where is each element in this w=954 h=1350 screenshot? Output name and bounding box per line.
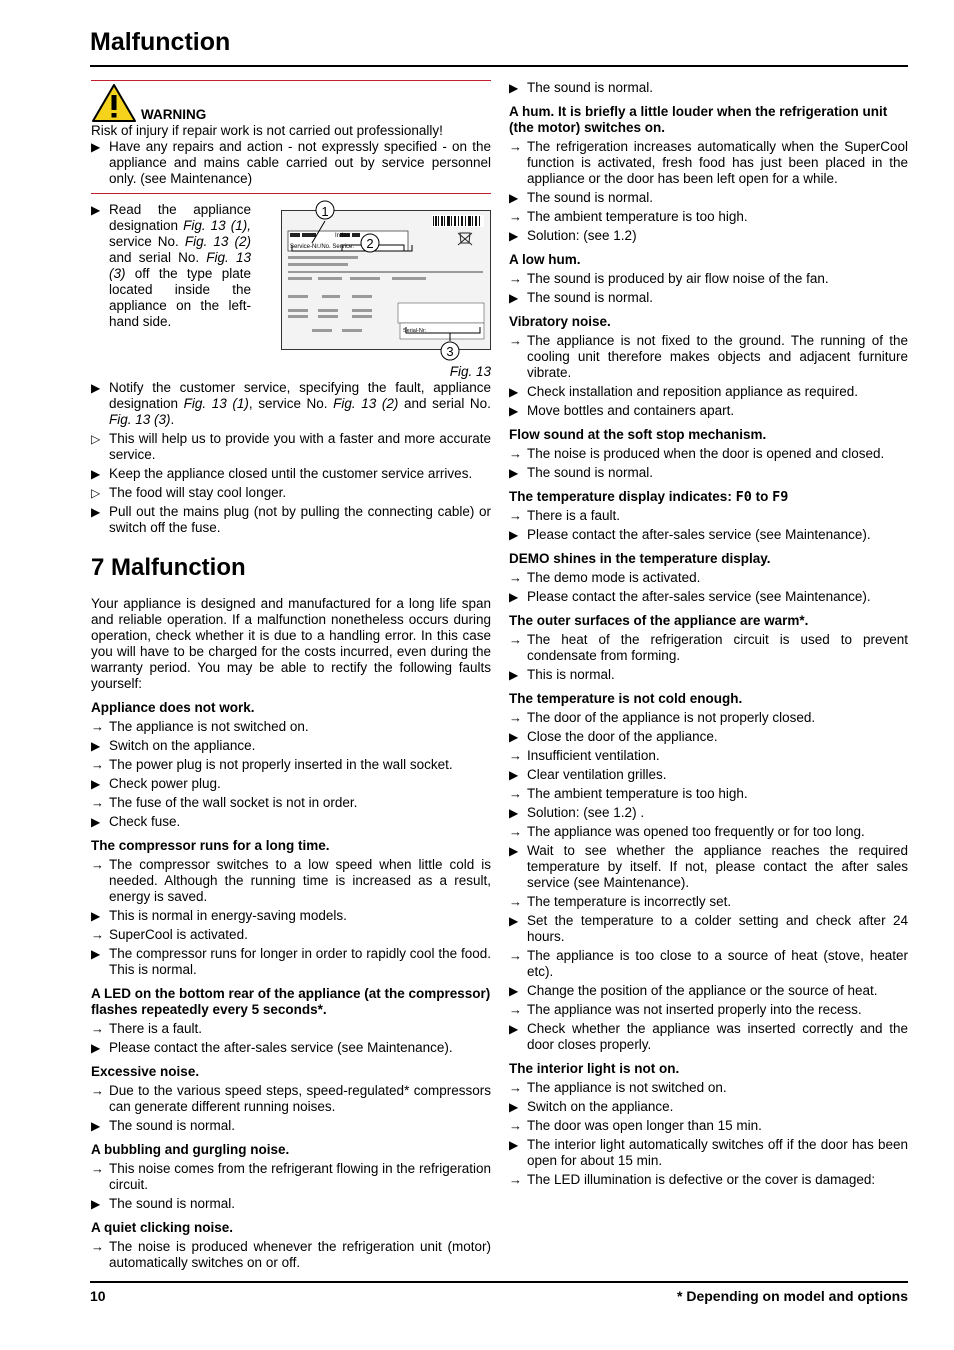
- list-item-text: Solution: (see 1.2) .: [527, 805, 645, 820]
- list-item-text: Keep the appliance closed until the customer service arrives.: [109, 466, 473, 481]
- list-item: [91, 466, 491, 482]
- action-marker-icon: ▶: [509, 806, 519, 820]
- list-item-text: Check whether the appliance was inserted correctly and the door closes properly.: [527, 1021, 908, 1052]
- list-item: [509, 228, 908, 244]
- left-fault-groups: [91, 700, 491, 1271]
- fault-group: [509, 104, 908, 244]
- list-item-text: The door was open longer than 15 min.: [527, 1118, 762, 1133]
- list-item-text: There is a fault.: [109, 1021, 203, 1036]
- arrow-icon: →: [509, 570, 522, 585]
- fault-heading: A quiet clicking noise.: [91, 1220, 234, 1235]
- list-item-text: This is normal in energy-saving models.: [109, 908, 347, 923]
- lead-item: [509, 80, 908, 96]
- read-designation-text: Read the appliance designation Fig. 13 (1), service No. Fig. 13 (2) and serial No. Fig. 13 (3) off the type plate located inside the appliance on the left-hand side.: [109, 202, 251, 329]
- fault-group: [91, 838, 491, 978]
- fault-group: [91, 700, 491, 830]
- arrow-icon: →: [509, 271, 522, 286]
- list-item: [509, 1021, 908, 1053]
- fault-heading: Excessive noise.: [91, 1064, 200, 1079]
- list-item: [509, 1137, 908, 1169]
- list-item: [91, 857, 491, 905]
- action-marker-icon: ▶: [91, 947, 101, 961]
- list-item: [509, 913, 908, 945]
- fault-heading: A low hum.: [509, 252, 581, 267]
- action-marker-icon: ▶: [91, 815, 101, 829]
- footer-rule: [90, 1281, 908, 1283]
- list-item-text: The sound is produced by air flow noise of the fan.: [527, 271, 829, 286]
- list-item: [91, 1040, 491, 1056]
- list-item: [509, 710, 908, 726]
- action-marker-icon: ▶: [509, 404, 519, 418]
- list-item: [91, 757, 491, 773]
- list-item: [509, 1172, 908, 1188]
- action-marker-icon: ▶: [509, 1022, 519, 1036]
- plate-service-label: Service-Nr./No. Service:: [290, 244, 355, 250]
- right-fault-groups-b: [509, 551, 908, 1188]
- result-marker-icon: ▷: [91, 486, 101, 500]
- arrow-icon: →: [509, 786, 522, 801]
- list-item: [91, 504, 491, 536]
- arrow-icon: →: [509, 333, 522, 348]
- list-item-text: The door of the appliance is not properly closed.: [527, 710, 816, 725]
- list-item-text: The temperature is incorrectly set.: [527, 894, 732, 909]
- arrow-icon: →: [509, 508, 522, 523]
- list-item-text: The noise is produced when the door is opened and closed.: [527, 446, 885, 461]
- fault-heading: The outer surfaces of the appliance are warm*.: [509, 613, 809, 628]
- warning-box: [91, 80, 491, 194]
- action-marker-icon: ▶: [91, 1041, 101, 1055]
- list-item-text: Move bottles and containers apart.: [527, 403, 735, 418]
- fault-group: [509, 613, 908, 683]
- list-item-text: Wait to see whether the appliance reaches the required temperature by itself. If not, please contact the after sales service (see Maintenance).: [527, 843, 908, 890]
- result-marker-icon: ▷: [91, 432, 101, 446]
- list-item: [91, 1161, 491, 1193]
- list-item: [509, 1002, 908, 1018]
- footer-note: * Depending on model and options: [677, 1288, 908, 1304]
- arrow-icon: →: [91, 1083, 104, 1098]
- list-item: [509, 767, 908, 783]
- list-item: [509, 1118, 908, 1134]
- arrow-icon: →: [509, 710, 522, 725]
- fault-heading: A hum. It is briefly a little louder when the refrigeration unit (the motor) switches on.: [509, 104, 888, 135]
- list-item: [91, 1196, 491, 1212]
- list-item: [509, 824, 908, 840]
- action-marker-icon: ▶: [91, 1119, 101, 1133]
- warning-action-text: Have any repairs and action - not expressly specified - on the appliance and mains cable carried out by service personnel only. (see Maintenance): [109, 139, 491, 186]
- fault-group: [509, 427, 908, 481]
- left-item-list: [91, 431, 491, 536]
- list-item-text: Solution: (see 1.2): [527, 228, 637, 243]
- action-marker-icon: ▶: [509, 81, 519, 95]
- action-marker-icon: ▶: [509, 385, 519, 399]
- list-item: [91, 485, 491, 501]
- plate-callout-1: 1: [321, 204, 329, 219]
- list-item-text: The sound is normal.: [109, 1196, 236, 1211]
- action-marker-icon: ▶: [509, 844, 519, 858]
- action-marker-icon: ▶: [91, 739, 101, 753]
- arrow-icon: →: [509, 824, 522, 839]
- action-marker-icon: ▶: [509, 528, 519, 542]
- list-item-text: The appliance was opened too frequently or for too long.: [527, 824, 865, 839]
- list-item-text: The sound is normal.: [527, 190, 654, 205]
- arrow-icon: →: [91, 1021, 104, 1036]
- list-item-text: The noise is produced whenever the refrigeration unit (motor) automatically switches on or off.: [109, 1239, 491, 1270]
- figure-13-row: [91, 202, 491, 359]
- list-item: [91, 1021, 491, 1037]
- action-marker-icon: ▶: [509, 229, 519, 243]
- warning-text: Risk of injury if repair work is not carried out professionally!: [91, 123, 443, 138]
- list-item-text: The appliance is not switched on.: [109, 719, 309, 734]
- list-item: [91, 814, 491, 830]
- arrow-icon: →: [91, 795, 104, 810]
- fault-group: [91, 986, 491, 1056]
- action-marker-icon: ▶: [91, 381, 101, 395]
- list-item-text: The fuse of the wall socket is not in order.: [109, 795, 358, 810]
- list-item: [91, 908, 491, 924]
- left-column: [91, 80, 491, 1271]
- arrow-icon: →: [509, 1002, 522, 1017]
- list-item: [91, 1118, 491, 1134]
- list-item: [509, 729, 908, 745]
- type-plate-figure: [281, 204, 491, 359]
- list-item: [509, 508, 908, 524]
- list-item: [509, 139, 908, 187]
- arrow-icon: →: [509, 1080, 522, 1095]
- right-column: [509, 80, 908, 1188]
- action-marker-icon: ▶: [509, 768, 519, 782]
- arrow-icon: →: [91, 1239, 104, 1254]
- list-item-text: The sound is normal.: [527, 290, 654, 305]
- arrow-icon: →: [509, 139, 522, 154]
- plate-callout-2: 2: [366, 236, 374, 251]
- figure-caption: Fig. 13: [449, 364, 491, 379]
- section-intro: Your appliance is designed and manufactured for a long life span and reliable operation. If a malfunction nonetheless occurs during operation, check whether it is due to a handling error. In this case you will have to be charged for the costs incurred, even during the warranty period. You may be able to rectify the following faults yourself:: [91, 596, 491, 691]
- list-item-text: This noise comes from the refrigerant flowing in the refrigeration circuit.: [109, 1161, 491, 1192]
- list-item: [91, 776, 491, 792]
- list-item: [509, 1080, 908, 1096]
- list-item-text: The heat of the refrigeration circuit is used to prevent condensate from forming.: [527, 632, 908, 663]
- list-item-text: Please contact the after-sales service (see Maintenance).: [109, 1040, 453, 1055]
- temp-display-group: [509, 489, 908, 543]
- action-marker-icon: ▶: [91, 140, 101, 154]
- list-item-text: The refrigeration increases automatically when the SuperCool function is activated, fresh food has just been placed in the appliance or the door has been left open for a while.: [527, 139, 908, 186]
- fault-group: [509, 252, 908, 306]
- lead-item-text: The sound is normal.: [527, 80, 654, 95]
- list-item-text: The appliance is too close to a source of heat (stove, heater etc).: [527, 948, 908, 979]
- plate-index-label: Index: [335, 233, 350, 239]
- list-item-text: Switch on the appliance.: [109, 738, 256, 753]
- fault-group: [509, 551, 908, 605]
- fault-group: [91, 1142, 491, 1212]
- warning-label: WARNING: [141, 107, 207, 122]
- list-item: [509, 333, 908, 381]
- plate-callout-3: 3: [446, 344, 454, 359]
- fault-heading: Vibratory noise.: [509, 314, 611, 329]
- list-item-text: Switch on the appliance.: [527, 1099, 674, 1114]
- list-item: [509, 805, 908, 821]
- fault-heading: Flow sound at the soft stop mechanism.: [509, 427, 767, 442]
- list-item: [509, 209, 908, 225]
- fault-group: [509, 691, 908, 1053]
- fault-group: [509, 314, 908, 419]
- list-item-text: The sound is normal.: [527, 465, 654, 480]
- list-item: [509, 465, 908, 481]
- list-item: [509, 1099, 908, 1115]
- list-item: [509, 948, 908, 980]
- list-item: [509, 190, 908, 206]
- list-item-text: Check installation and reposition appliance as required.: [527, 384, 858, 399]
- list-item: [509, 527, 908, 543]
- arrow-icon: →: [509, 948, 522, 963]
- warning-action: [91, 139, 491, 187]
- action-marker-icon: ▶: [509, 984, 519, 998]
- notify-step: [91, 380, 491, 428]
- list-item: [509, 570, 908, 586]
- arrow-icon: →: [91, 857, 104, 872]
- arrow-icon: →: [509, 209, 522, 224]
- action-marker-icon: ▶: [509, 1100, 519, 1114]
- arrow-icon: →: [91, 1161, 104, 1176]
- fault-heading: DEMO shines in the temperature display.: [509, 551, 771, 566]
- list-item-text: The ambient temperature is too high.: [527, 786, 748, 801]
- list-item-text: The sound is normal.: [109, 1118, 236, 1133]
- action-marker-icon: ▶: [91, 909, 101, 923]
- list-item-text: This will help us to provide you with a faster and more accurate service.: [109, 431, 491, 462]
- action-marker-icon: ▶: [509, 466, 519, 480]
- list-item-text: This is normal.: [527, 667, 615, 682]
- list-item-text: The interior light automatically switches off if the door has been open for about 15 min.: [527, 1137, 908, 1168]
- list-item: [509, 843, 908, 891]
- fault-group: [91, 1064, 491, 1134]
- action-marker-icon: ▶: [509, 590, 519, 604]
- list-item: [509, 290, 908, 306]
- page-number: 10: [90, 1288, 106, 1304]
- action-marker-icon: ▶: [509, 191, 519, 205]
- list-item: [91, 1083, 491, 1115]
- action-marker-icon: ▶: [509, 914, 519, 928]
- plate-serial-label: Serial-Nr:: [403, 328, 427, 334]
- list-item-text: The food will stay cool longer.: [109, 485, 287, 500]
- list-item-text: The appliance is not fixed to the ground. The running of the cooling unit therefore makes objects and adjacent furniture vibrate.: [527, 333, 908, 380]
- arrow-icon: →: [509, 1118, 522, 1133]
- list-item: [509, 748, 908, 764]
- action-marker-icon: ▶: [91, 203, 101, 217]
- page-header-title: Malfunction: [90, 28, 231, 56]
- list-item-text: Clear ventilation grilles.: [527, 767, 667, 782]
- list-item: [91, 1239, 491, 1271]
- list-item: [91, 946, 491, 978]
- list-item: [509, 384, 908, 400]
- fault-heading: The interior light is not on.: [509, 1061, 680, 1076]
- fault-heading: The compressor runs for a long time.: [91, 838, 330, 853]
- arrow-icon: →: [91, 719, 104, 734]
- arrow-icon: →: [509, 446, 522, 461]
- fault-heading: Appliance does not work.: [91, 700, 255, 715]
- list-item: [509, 446, 908, 462]
- action-marker-icon: ▶: [91, 777, 101, 791]
- read-designation-step: [91, 202, 251, 350]
- action-marker-icon: ▶: [509, 668, 519, 682]
- list-item-text: Insufficient ventilation.: [527, 748, 660, 763]
- list-item: [91, 719, 491, 735]
- arrow-icon: →: [91, 927, 104, 942]
- list-item-text: Check power plug.: [109, 776, 221, 791]
- fault-heading: The temperature is not cold enough.: [509, 691, 743, 706]
- notify-text: Notify the customer service, specifying the fault, appliance designation Fig. 13 (1), service No. Fig. 13 (2) and serial No. Fig. 13 (3).: [109, 380, 491, 427]
- arrow-icon: →: [509, 1172, 522, 1187]
- list-item-text: The compressor switches to a low speed when little cold is needed. Although the running time is increased as a result, energy is saved.: [109, 857, 491, 904]
- list-item-text: The LED illumination is defective or the cover is damaged:: [527, 1172, 876, 1187]
- action-marker-icon: ▶: [509, 1138, 519, 1152]
- list-item: [91, 431, 491, 463]
- list-item-text: Please contact the after-sales service (see Maintenance).: [527, 589, 871, 604]
- list-item-text: Set the temperature to a colder setting and check after 24 hours.: [527, 913, 908, 944]
- list-item-text: Please contact the after-sales service (see Maintenance).: [527, 527, 871, 542]
- list-item-text: The demo mode is activated.: [527, 570, 701, 585]
- arrow-icon: →: [509, 632, 522, 647]
- list-item-text: SuperCool is activated.: [109, 927, 248, 942]
- list-item-text: Check fuse.: [109, 814, 181, 829]
- list-item-text: The power plug is not properly inserted in the wall socket.: [109, 757, 453, 772]
- arrow-icon: →: [91, 757, 104, 772]
- list-item: [509, 894, 908, 910]
- action-marker-icon: ▶: [509, 730, 519, 744]
- section-heading: 7 Malfunction: [91, 554, 246, 581]
- fault-heading: A bubbling and gurgling noise.: [91, 1142, 290, 1157]
- list-item-text: Due to the various speed steps, speed-regulated* compressors can generate different running noises.: [109, 1083, 491, 1114]
- list-item: [91, 927, 491, 943]
- list-item-text: The appliance was not inserted properly into the recess.: [527, 1002, 862, 1017]
- list-item: [509, 786, 908, 802]
- list-item-text: The ambient temperature is too high.: [527, 209, 748, 224]
- fault-group: [91, 1220, 491, 1271]
- header-rule: [90, 65, 908, 67]
- temp-display-items: [509, 508, 908, 543]
- action-marker-icon: ▶: [509, 291, 519, 305]
- list-item: [509, 632, 908, 664]
- list-item: [509, 403, 908, 419]
- list-item: [509, 589, 908, 605]
- list-item: [91, 738, 491, 754]
- arrow-icon: →: [509, 748, 522, 763]
- list-item-text: There is a fault.: [527, 508, 621, 523]
- right-fault-groups-a: [509, 104, 908, 481]
- list-item-text: Close the door of the appliance.: [527, 729, 718, 744]
- list-item-text: The compressor runs for longer in order to rapidly cool the food. This is normal.: [109, 946, 491, 977]
- list-item: [91, 795, 491, 811]
- action-marker-icon: ▶: [91, 467, 101, 481]
- list-item-text: The appliance is not switched on.: [527, 1080, 727, 1095]
- list-item: [509, 983, 908, 999]
- action-marker-icon: ▶: [91, 505, 101, 519]
- list-item: [509, 271, 908, 287]
- action-marker-icon: ▶: [91, 1197, 101, 1211]
- list-item: [509, 667, 908, 683]
- temp-display-heading: The temperature display indicates: F0 to F9: [509, 489, 789, 505]
- fault-group: [509, 1061, 908, 1188]
- list-item-text: Change the position of the appliance or the source of heat.: [527, 983, 878, 998]
- warning-triangle-icon: [91, 83, 137, 123]
- fault-heading: A LED on the bottom rear of the appliance (at the compressor) flashes repeatedly every 5 seconds*.: [91, 986, 491, 1017]
- list-item-text: Pull out the mains plug (not by pulling the connecting cable) or switch off the fuse.: [109, 504, 491, 535]
- arrow-icon: →: [509, 894, 522, 909]
